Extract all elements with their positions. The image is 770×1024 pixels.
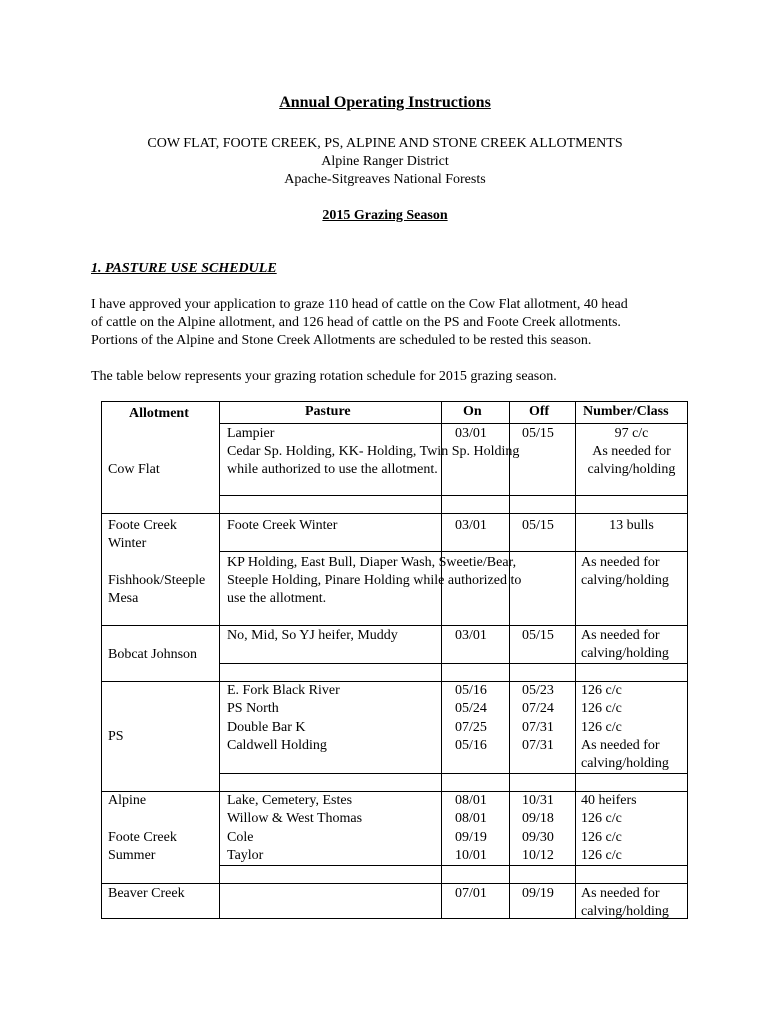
allotment-fishhook-steeple-mesa: Mesa [108, 591, 139, 606]
on-date: 07/01 [455, 886, 487, 901]
pasture-line: Caldwell Holding [227, 738, 327, 753]
on-date: 03/01 [455, 426, 487, 441]
allotment-alpine: Alpine [108, 793, 147, 808]
season-heading: 2015 Grazing Season [322, 208, 448, 223]
off-date: 10/31 [522, 793, 554, 808]
number-class: 97 c/c [614, 426, 649, 441]
pasture-line: KP Holding, East Bull, Diaper Wash, Sweetie/Bear, [227, 555, 517, 570]
on-date: 07/25 [455, 720, 487, 735]
number-class: calving/holding [587, 462, 676, 477]
off-date: 10/12 [522, 848, 554, 863]
number-class: 126 c/c [581, 830, 622, 845]
off-date: 05/15 [522, 426, 554, 441]
pasture-line: while authorized to use the allotment. [227, 462, 438, 477]
paragraph-line: I have approved your application to graze 110 head of cattle on the Cow Flat allotment, 40 head [91, 297, 628, 312]
on-date: 05/16 [455, 683, 487, 698]
off-date: 07/31 [522, 720, 554, 735]
paragraph-line: Portions of the Alpine and Stone Creek Allotments are scheduled to be rested this season. [91, 333, 592, 348]
forest-subtitle: Apache-Sitgreaves National Forests [284, 172, 486, 187]
number-class: As needed for [581, 555, 660, 570]
header-allotment: Allotment [129, 406, 189, 421]
pasture-line: Foote Creek Winter [227, 518, 338, 533]
page-title: Annual Operating Instructions [279, 94, 491, 111]
allotment-foote-creek-summer: Foote Creek [108, 830, 177, 845]
number-class: As needed for [581, 886, 660, 901]
pasture-line: PS North [227, 701, 279, 716]
allotment-foote-creek-winter: Foote Creek [108, 518, 177, 533]
number-class: calving/holding [581, 573, 669, 588]
allotment-foote-creek-summer: Summer [108, 848, 156, 863]
number-class: As needed for [581, 738, 660, 753]
number-class: As needed for [581, 628, 660, 643]
number-class: calving/holding [581, 646, 669, 661]
pasture-line: Steeple Holding, Pinare Holding while authorized to [227, 573, 522, 588]
district-subtitle: Alpine Ranger District [321, 154, 449, 169]
on-date: 09/19 [455, 830, 487, 845]
number-class: 126 c/c [581, 811, 622, 826]
section-heading: 1. PASTURE USE SCHEDULE [91, 261, 277, 276]
allotment-beaver-creek: Beaver Creek [108, 886, 185, 901]
pasture-line: No, Mid, So YJ heifer, Muddy [227, 628, 398, 643]
number-class: calving/holding [581, 756, 669, 771]
paragraph-line: of cattle on the Alpine allotment, and 126 head of cattle on the PS and Foote Creek allotments. [91, 315, 621, 330]
allotments-subtitle: COW FLAT, FOOTE CREEK, PS, ALPINE AND STONE CREEK ALLOTMENTS [147, 136, 623, 151]
number-class: 126 c/c [581, 701, 622, 716]
number-class: As needed for [592, 444, 671, 459]
pasture-line: Taylor [227, 848, 264, 863]
pasture-line: Lampier [227, 426, 275, 441]
on-date: 03/01 [455, 518, 487, 533]
on-date: 03/01 [455, 628, 487, 643]
number-class: 126 c/c [581, 848, 622, 863]
pasture-line: Lake, Cemetery, Estes [227, 793, 353, 808]
off-date: 05/15 [522, 518, 554, 533]
number-class: 126 c/c [581, 683, 622, 698]
header-pasture: Pasture [305, 404, 351, 419]
on-date: 08/01 [455, 793, 487, 808]
table-intro-paragraph: The table below represents your grazing rotation schedule for 2015 grazing season. [91, 369, 557, 384]
off-date: 05/23 [522, 683, 554, 698]
off-date: 09/30 [522, 830, 554, 845]
on-date: 05/16 [455, 738, 487, 753]
off-date: 09/19 [522, 886, 554, 901]
allotment-cow-flat: Cow Flat [108, 462, 160, 477]
number-class: 40 heifers [581, 793, 637, 808]
pasture-line: E. Fork Black River [227, 683, 340, 698]
pasture-line: Double Bar K [227, 720, 306, 735]
off-date: 09/18 [522, 811, 554, 826]
pasture-line: Cedar Sp. Holding, KK- Holding, Twin Sp. Holding [227, 444, 520, 459]
on-date: 05/24 [455, 701, 487, 716]
off-date: 07/31 [522, 738, 554, 753]
off-date: 05/15 [522, 628, 554, 643]
on-date: 08/01 [455, 811, 487, 826]
allotment-ps: PS [108, 729, 124, 744]
allotment-bobcat-johnson: Bobcat Johnson [108, 647, 198, 662]
pasture-line: Willow & West Thomas [227, 811, 363, 826]
pasture-line: Cole [227, 830, 254, 845]
number-class: 13 bulls [609, 518, 654, 533]
header-on: On [463, 404, 482, 419]
header-number-class: Number/Class [583, 404, 669, 419]
number-class: calving/holding [581, 904, 669, 919]
allotment-foote-creek-winter: Winter [108, 536, 147, 551]
pasture-line: use the allotment. [227, 591, 327, 606]
allotment-fishhook-steeple-mesa: Fishhook/Steeple [108, 573, 206, 588]
schedule-table [101, 401, 688, 919]
on-date: 10/01 [455, 848, 487, 863]
off-date: 07/24 [522, 701, 554, 716]
header-off: Off [529, 404, 550, 419]
number-class: 126 c/c [581, 720, 622, 735]
